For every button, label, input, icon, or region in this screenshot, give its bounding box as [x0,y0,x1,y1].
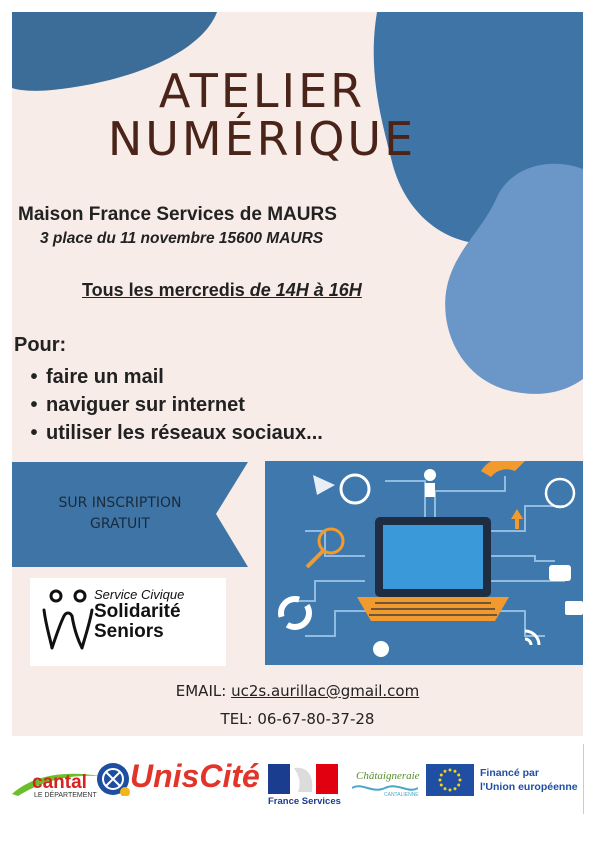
cantal-sub: LE DÉPARTEMENT [34,792,97,799]
list-item: • utiliser les réseaux sociaux... [22,419,323,447]
logo-line-2: Solidarité [94,601,181,622]
chat-icon [549,565,571,581]
gear-icon [373,641,389,657]
chataigneraie-sub: CANTALIENNE [384,792,419,798]
address-line-2: 3 place du 11 novembre 15600 MAURS [40,230,324,247]
banner-line-2: GRATUIT [90,516,150,532]
email [12,682,583,700]
email-link[interactable]: uc2s.aurillac@gmail.com [231,682,420,700]
uniscite-part-1: Unis [130,758,200,794]
eu-flag-icon [426,764,474,796]
banner-line-1: SUR INSCRIPTION [58,495,182,511]
marianne-icon [268,764,338,794]
schedule-time: de 14H à 16H [249,280,362,300]
camera-icon [565,601,583,615]
seniors-logo-icon [38,586,98,656]
logo-line-3: Seniors [94,621,164,642]
title-line-2: NUMÉRIQUE [107,112,417,166]
eu-line-1: Financé par [480,767,539,779]
email-label: EMAIL: [175,682,232,700]
laptop [357,517,509,621]
schedule [82,280,362,301]
banner-text [12,493,228,535]
address-line-1: Maison France Services de MAURS [18,204,337,225]
uniscite-part-2: Cité [199,758,260,794]
france-services-logo: France Services [268,796,341,807]
eu-funding-text [480,766,578,794]
telephone: TEL: 06-67-80-37-28 [220,710,375,728]
eu-line-2: l'Union européenne [480,781,578,793]
title-line-1: ATELIER [158,64,366,118]
schedule-prefix: Tous les mercredis [82,280,250,300]
person-icon [424,469,436,481]
partner-logos [0,736,595,842]
logo-line-1: Service Civique [94,587,185,602]
activity-list [22,363,323,447]
cantal-logo: cantal [32,772,87,793]
uniscite-emblem-icon [96,762,130,796]
list-item: • faire un mail [22,363,323,391]
pour-label: Pour: [14,334,67,356]
chataigneraie-logo: Châtaigneraie [356,770,420,782]
right-light-blob [442,157,583,397]
poster [12,12,583,736]
partner-divider [583,744,584,814]
uniscite-logo [130,758,260,795]
laptop-illustration [265,461,583,665]
logo-text [94,587,184,642]
list-item: • naviguer sur internet [22,391,323,419]
